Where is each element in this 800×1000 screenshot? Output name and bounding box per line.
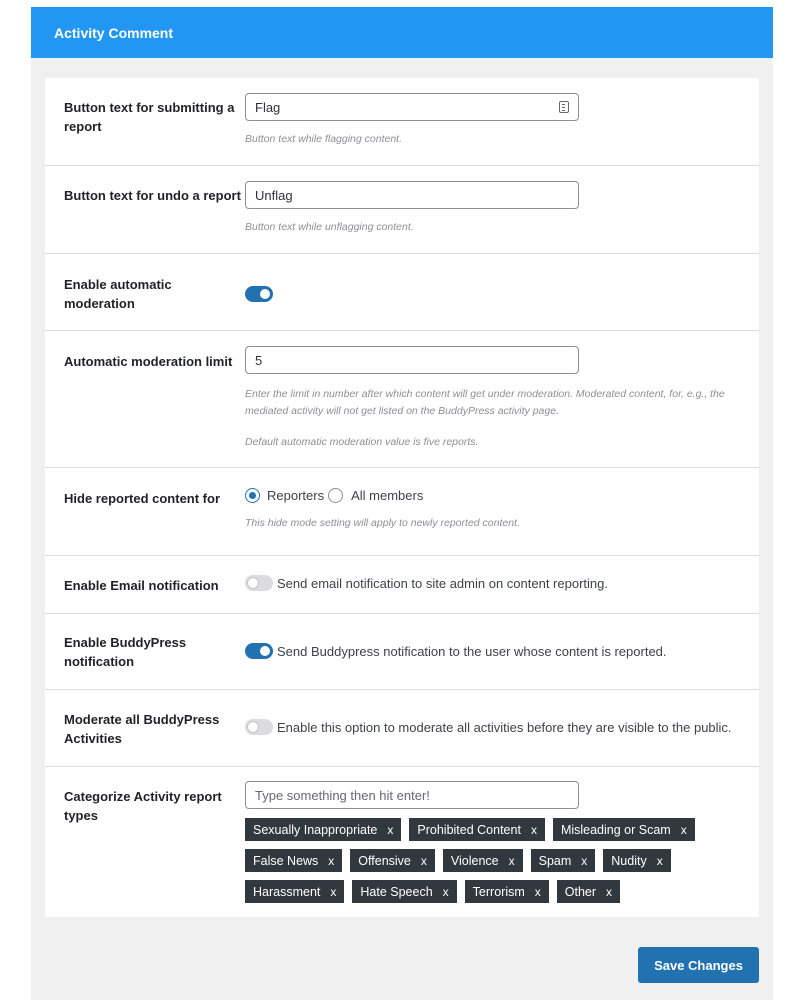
buddypress-notification-text: Send Buddypress notification to the user whose content is reported. — [277, 643, 667, 659]
report-type-placeholder: Type something then hit enter! — [255, 787, 430, 803]
auto-moderation-toggle[interactable] — [245, 286, 273, 302]
moderation-limit-input[interactable] — [245, 346, 579, 374]
unflag-text-input[interactable] — [245, 181, 579, 209]
report-type-tag — [350, 849, 435, 872]
row-label: Automatic moderation limit — [64, 354, 233, 369]
report-type-tag — [557, 880, 620, 903]
email-notification-toggle[interactable] — [245, 575, 273, 591]
report-type-tag — [409, 818, 545, 841]
remove-tag-icon[interactable]: x — [387, 822, 394, 837]
tag-label: Spam — [538, 853, 572, 868]
radio-all-members[interactable] — [328, 488, 343, 503]
remove-tag-icon[interactable]: x — [680, 822, 687, 837]
report-type-tag — [352, 880, 456, 903]
report-type-tag — [245, 880, 344, 903]
row-moderation-limit — [45, 331, 759, 468]
radio-all-members-label: All members — [351, 488, 424, 503]
hide-content-description: This hide mode setting will apply to newly reported content. — [245, 517, 520, 529]
remove-tag-icon[interactable]: x — [581, 853, 588, 868]
row-label: Enable BuddyPress notification — [64, 635, 187, 669]
tag-label: Nudity — [611, 853, 647, 868]
report-type-tag — [603, 849, 670, 872]
row-auto-moderation — [45, 254, 759, 331]
tag-label: Violence — [450, 853, 499, 868]
report-type-input[interactable] — [245, 781, 579, 809]
tag-label: Misleading or Scam — [560, 822, 671, 837]
moderate-all-toggle[interactable] — [245, 719, 273, 735]
row-label: Button text for submitting a report — [64, 100, 235, 134]
tag-label: Terrorism — [472, 884, 525, 899]
row-moderate-all — [45, 690, 759, 767]
remove-tag-icon[interactable]: x — [330, 884, 337, 899]
row-flag-text — [45, 78, 759, 166]
row-email-notification — [45, 556, 759, 614]
remove-tag-icon[interactable]: x — [606, 884, 613, 899]
row-buddypress-notification — [45, 614, 759, 690]
remove-tag-icon[interactable]: x — [656, 853, 663, 868]
row-categorize-report-types — [45, 767, 759, 917]
moderate-all-text: Enable this option to moderate all activities before they are visible to the public. — [277, 719, 732, 735]
flag-text-description: Button text while flagging content. — [245, 133, 403, 145]
settings-form — [45, 78, 759, 917]
moderation-limit-default-note: Default automatic moderation value is five reports. — [245, 436, 479, 448]
report-type-tag — [553, 818, 695, 841]
save-changes-button[interactable]: Save Changes — [638, 947, 759, 983]
flag-text-value: Flag — [255, 99, 281, 115]
tag-label: Harassment — [253, 884, 321, 899]
remove-tag-icon[interactable]: x — [530, 822, 537, 837]
panel-header — [31, 7, 773, 58]
panel-title: Activity Comment — [54, 24, 174, 41]
remove-tag-icon[interactable]: x — [508, 853, 515, 868]
remove-tag-icon[interactable]: x — [328, 853, 335, 868]
form-fill-icon[interactable] — [559, 101, 569, 113]
tag-label: Hate Speech — [360, 884, 433, 899]
row-label: Moderate all BuddyPress Activities — [64, 712, 220, 746]
row-label: Button text for undo a report — [64, 188, 241, 203]
report-type-tag — [465, 880, 549, 903]
report-type-tags — [245, 818, 705, 911]
report-type-tag — [245, 818, 401, 841]
report-type-tag — [531, 849, 596, 872]
row-label: Enable Email notification — [64, 578, 219, 593]
unflag-text-description: Button text while unflagging content. — [245, 221, 414, 233]
remove-tag-icon[interactable]: x — [442, 884, 449, 899]
tag-label: Sexually Inappropriate — [253, 822, 378, 837]
moderation-limit-description: Enter the limit in number after which content will get under moderation. Moderated content, for, e.g., the mediated activity will not get listed on the BuddyPress activity page. — [245, 388, 725, 417]
row-hide-content — [45, 468, 759, 556]
flag-text-input[interactable] — [245, 93, 579, 121]
settings-panel — [31, 7, 773, 1000]
buddypress-notification-toggle[interactable] — [245, 643, 273, 659]
radio-reporters-label: Reporters — [267, 488, 325, 503]
remove-tag-icon[interactable]: x — [420, 853, 427, 868]
row-label: Hide reported content for — [64, 491, 221, 506]
row-label: Enable automatic moderation — [64, 277, 172, 311]
tag-label: False News — [253, 853, 319, 868]
tag-label: Prohibited Content — [417, 822, 521, 837]
tag-label: Other — [564, 884, 597, 899]
tag-label: Offensive — [358, 853, 411, 868]
report-type-tag — [245, 849, 342, 872]
report-type-tag — [443, 849, 523, 872]
email-notification-text: Send email notification to site admin on content reporting. — [277, 575, 608, 591]
unflag-text-value: Unflag — [255, 187, 293, 203]
radio-reporters[interactable] — [245, 488, 260, 503]
row-label: Categorize Activity report types — [64, 789, 222, 823]
row-unflag-text — [45, 166, 759, 254]
remove-tag-icon[interactable]: x — [534, 884, 541, 899]
moderation-limit-value: 5 — [255, 352, 263, 368]
